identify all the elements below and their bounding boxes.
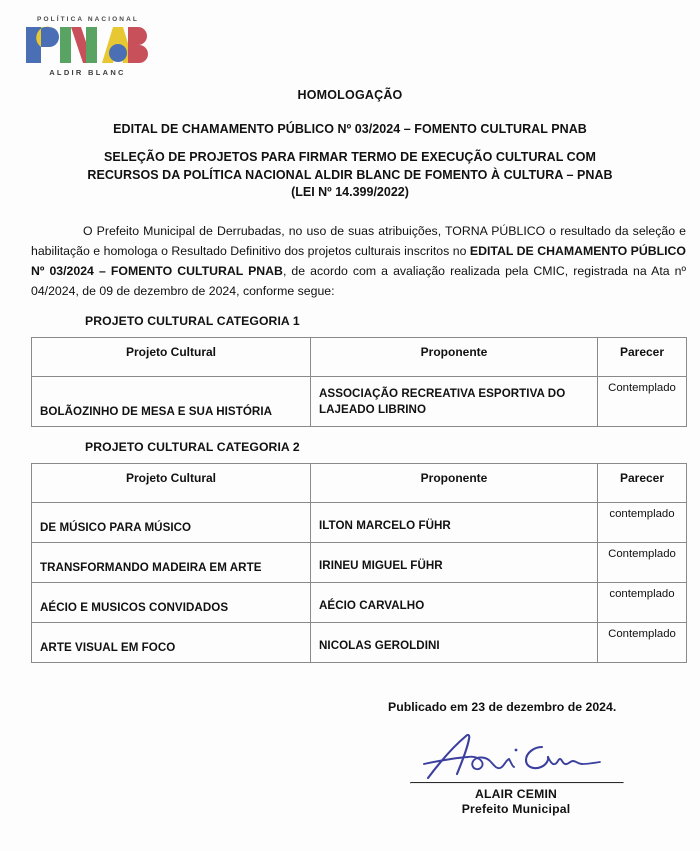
table-body bbox=[32, 503, 687, 663]
table-body bbox=[32, 377, 687, 427]
page-title: HOMOLOGAÇÃO bbox=[297, 88, 403, 102]
cell-proponente: ILTON MARCELO FÜHR bbox=[311, 503, 598, 543]
category-1-label: PROJETO CULTURAL CATEGORIA 1 bbox=[85, 314, 300, 328]
category-2-label: PROJETO CULTURAL CATEGORIA 2 bbox=[85, 440, 300, 454]
table-row bbox=[32, 503, 687, 543]
cell-parecer: Contemplado bbox=[598, 543, 687, 583]
cell-parecer: Contemplado bbox=[598, 623, 687, 663]
cell-projeto: DE MÚSICO PARA MÚSICO bbox=[32, 503, 311, 543]
body-paragraph bbox=[31, 222, 686, 302]
pnab-logo bbox=[16, 16, 156, 77]
cell-projeto: ARTE VISUAL EM FOCO bbox=[32, 623, 311, 663]
signature-line bbox=[410, 782, 624, 784]
edital-title: EDITAL DE CHAMAMENTO PÚBLICO Nº 03/2024 – FOMENTO CULTURAL PNAB bbox=[113, 122, 587, 136]
table-row bbox=[32, 583, 687, 623]
document-titles bbox=[60, 88, 640, 199]
table-head bbox=[32, 338, 687, 377]
table-header-row bbox=[32, 338, 687, 377]
body-edital-bold: EDITAL DE CHAMAMENTO PÚBLICO Nº 03/2024 – FOMENTO CULTURAL PNAB bbox=[31, 244, 686, 279]
selecao-title-line1: SELEÇÃO DE PROJETOS PARA FIRMAR TERMO DE EXECUÇÃO CULTURAL COM bbox=[103, 150, 596, 164]
cell-projeto: AÉCIO E MUSICOS CONVIDADOS bbox=[32, 583, 311, 623]
selecao-title-line2: RECURSOS DA POLÍTICA NACIONAL ALDIR BLANC DE FOMENTO À CULTURA – PNAB bbox=[87, 168, 613, 183]
pnab-wordmark-icon bbox=[24, 25, 149, 65]
body-part-2: , de acordo com a avaliação realizada pela CMIC, registrada na Ata nº 04/2024, de 09 de dezembro de 2024, conforme segue: bbox=[31, 264, 686, 299]
cell-parecer: Contemplado bbox=[598, 377, 687, 427]
body-part-1: O Prefeito Municipal de Derrubadas, no uso de suas atribuições, TORNA PÚBLICO o resultado da seleção e habilitação e homologa o Resultado Definitivo dos projetos culturais inscritos no bbox=[31, 224, 686, 259]
table-row bbox=[32, 543, 687, 583]
cell-proponente: ASSOCIAÇÃO RECREATIVA ESPORTIVA DO LAJEADO LIBRINO bbox=[311, 377, 598, 427]
logo-bottom-label: ALDIR BLANC bbox=[49, 68, 126, 77]
column-header-parecer: Parecer bbox=[598, 338, 687, 377]
column-header-proponente: Proponente bbox=[311, 338, 598, 377]
publication-date: Publicado em 23 de dezembro de 2024. bbox=[388, 700, 617, 714]
cell-proponente: IRINEU MIGUEL FÜHR bbox=[311, 543, 598, 583]
signer-role: Prefeito Municipal bbox=[461, 802, 571, 816]
cell-parecer: contemplado bbox=[598, 503, 687, 543]
cell-proponente: NICOLAS GEROLDINI bbox=[311, 623, 598, 663]
signer-name: ALAIR CEMIN bbox=[474, 787, 558, 801]
table-head bbox=[32, 464, 687, 503]
table-header-row bbox=[32, 464, 687, 503]
handwritten-signature-icon bbox=[410, 730, 622, 782]
column-header-parecer: Parecer bbox=[598, 464, 687, 503]
column-header-projeto: Projeto Cultural bbox=[32, 464, 311, 503]
cell-projeto: BOLÃOZINHO DE MESA E SUA HISTÓRIA bbox=[32, 377, 311, 427]
logo-top-label: POLÍTICA NACIONAL bbox=[37, 16, 139, 23]
column-header-projeto: Projeto Cultural bbox=[32, 338, 311, 377]
category-1-table bbox=[31, 337, 687, 427]
cell-projeto: TRANSFORMANDO MADEIRA EM ARTE bbox=[32, 543, 311, 583]
table-row bbox=[32, 623, 687, 663]
category-2-table bbox=[31, 463, 687, 663]
table-row bbox=[32, 377, 687, 427]
cell-parecer: contemplado bbox=[598, 583, 687, 623]
column-header-proponente: Proponente bbox=[311, 464, 598, 503]
lei-reference: (LEI Nº 14.399/2022) bbox=[291, 185, 409, 200]
cell-proponente: AÉCIO CARVALHO bbox=[311, 583, 598, 623]
signature-block bbox=[410, 730, 622, 816]
